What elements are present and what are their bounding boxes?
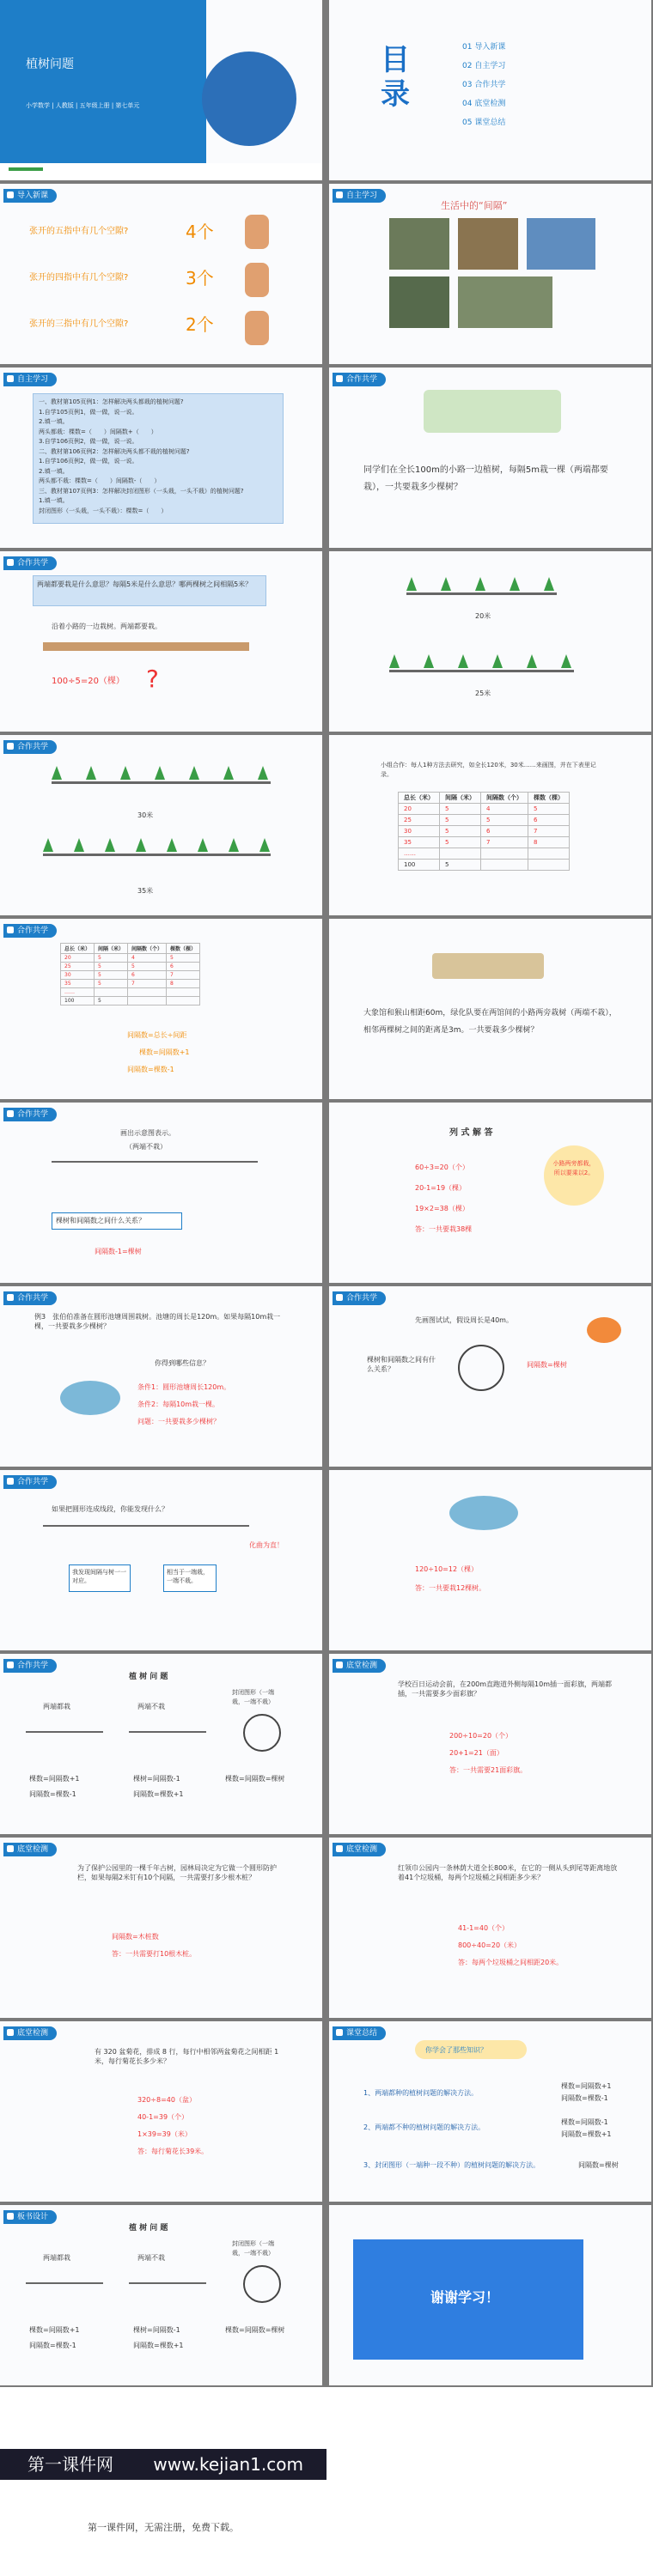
table-header: 间隔数（个） [481, 793, 528, 804]
table-row: 100 5 [61, 997, 200, 1005]
ground-line [43, 854, 271, 856]
footer-note: 第一课件网，无需注册，免费下载。 [88, 2522, 239, 2533]
slide-header: 合作共学 [3, 556, 57, 570]
toc-item[interactable]: 03 合作共学 [462, 81, 506, 89]
slide-header: 课堂总结 [333, 2026, 386, 2040]
guide-line: 三、教材第107页例3：怎样解决封闭图形（一头栽，一头不栽）的植树问题? [39, 487, 244, 495]
toc-item[interactable]: 05 课堂总结 [462, 118, 506, 127]
formula: 间隔数=木桩数 [112, 1933, 159, 1941]
bubble-text: 你学会了那些知识？ [425, 2046, 487, 2054]
instruction-text: 画出示意图表示。 [120, 1129, 175, 1137]
table-header: 棵数（棵） [167, 944, 200, 954]
photo [389, 218, 449, 270]
slide-header: 合作共学 [333, 373, 386, 386]
length-label: 30米 [137, 811, 154, 819]
slide-thanks [329, 2205, 651, 2385]
toc-list [462, 38, 505, 132]
slide-summary-board [0, 1654, 322, 1834]
slide-title-text: 植 树 问 题 [129, 2224, 168, 2233]
question-2: 张开的四指中有几个空隙? [29, 273, 129, 283]
think-prompt: 你得到哪些信息？ [155, 1359, 210, 1367]
point-text: 2、两端都不种的植树问题的解决方法。 [363, 2123, 485, 2131]
slide-board-design [0, 2205, 322, 2385]
table-row: 100 5 [399, 860, 570, 871]
footer-brand: 第一课件网 [27, 2454, 113, 2475]
slide-discovery [0, 1470, 322, 1650]
slide-table [329, 735, 651, 915]
slide-check-3 [329, 1838, 651, 2018]
slide-diagram-draw [0, 1103, 322, 1283]
slide-problem-2 [329, 919, 651, 1099]
slide-title-text: 植树问题 [26, 58, 74, 71]
road [43, 642, 249, 651]
length-label: 20米 [475, 612, 491, 620]
slide-header: 底堂检测 [3, 2026, 57, 2040]
case-label: 两端不栽 [137, 1703, 165, 1710]
slide-header: 自主学习 [333, 189, 386, 203]
guide-line: 1.自学105页例1，做一做，说一说。 [39, 408, 138, 416]
slide-example-3 [0, 1286, 322, 1467]
slide-solution-1 [329, 1103, 651, 1283]
length-label: 35米 [137, 887, 154, 895]
tree-icon [389, 654, 400, 668]
slide-formula-table [0, 919, 322, 1099]
table-row: 35 5 7 8 [61, 980, 200, 988]
slide-title-text: 植 树 问 题 [129, 1673, 168, 1681]
bubble-text: 小路两旁都栽，所以要乘以2。 [552, 1160, 595, 1176]
tree-icon [510, 577, 520, 591]
segment-line [43, 1525, 249, 1527]
case-label: 封闭图形（一端栽，一端不栽） [232, 2240, 274, 2257]
table-row: 30 5 6 7 [61, 971, 200, 980]
slide-lesson-summary [329, 2021, 651, 2202]
segment-line [26, 1731, 103, 1733]
tree-icon [441, 577, 451, 591]
formula: 棵数=间隔数+1 [29, 1775, 80, 1783]
tree-icon [424, 654, 434, 668]
ground-line [52, 781, 271, 784]
speech-bubble [163, 1564, 217, 1592]
solution-line: 200÷10=20（个） [449, 1732, 513, 1740]
slide-intro [0, 184, 322, 364]
segment-line [26, 2282, 103, 2284]
photo [389, 276, 449, 328]
formula: 棵数=间隔数=棵树 [225, 2326, 285, 2334]
thanks-banner [353, 2239, 583, 2360]
slide-title-text: 生活中的“间隔” [441, 200, 508, 211]
bubble-text: 相当于一端栽，一端不栽。 [167, 1569, 209, 1584]
slide-check-4 [0, 2021, 322, 2202]
hand-icon [245, 263, 269, 297]
question-3: 张开的三指中有几个空隙? [29, 319, 129, 329]
planting-illustration [424, 390, 561, 433]
guide-line: 1.自学106页例2，做一做，说一说。 [39, 458, 138, 465]
answer-1: 4个 [186, 222, 214, 242]
tree-icon [74, 838, 84, 852]
toc-item[interactable]: 02 自主学习 [462, 62, 506, 70]
slide-header: 导入新课 [3, 189, 57, 203]
answer-text: 答：一共需要打10根木桩。 [112, 1950, 197, 1958]
tree-icon [406, 577, 417, 591]
hand-icon [245, 311, 269, 345]
footer [0, 2387, 653, 2576]
slide-self-study [0, 368, 322, 548]
answer-text: 答：一共要栽12棵树。 [415, 1584, 486, 1592]
table-header: 总长（米） [399, 793, 440, 804]
slide-header: 底堂检测 [333, 1843, 386, 1856]
ground-line [406, 592, 557, 595]
formula: 间隔数=棵数-1 [29, 1790, 76, 1798]
tree-icon [52, 766, 62, 780]
problem-text: 有 320 盆菊花，排成 8 行，每行中相邻两盆菊花之间相距 1 米，每行菊花长多少米？ [95, 2048, 279, 2065]
tree-icon [229, 838, 239, 852]
tree-icon [492, 654, 503, 668]
segment-line [129, 1731, 206, 1733]
study-guide-box [33, 393, 284, 524]
slide-subtitle: 小学数学 | 人教版 | 五年级上册 | 第七单元 [26, 102, 140, 109]
toc-item[interactable]: 01 导入新课 [462, 43, 506, 52]
road-illustration [432, 953, 544, 979]
solution-line: 1×39=39（米） [137, 2130, 192, 2138]
circle-diagram [458, 1345, 504, 1391]
guide-line: 2.填一填。 [39, 467, 69, 475]
guide-line: 两头都不栽：棵数=（ ）间隔数-（ ） [39, 477, 161, 484]
table-row: 35 5 7 8 [399, 837, 570, 848]
question-text: 如果把圆形连成线段，你能发现什么？ [52, 1505, 168, 1513]
photo [458, 276, 552, 328]
segment-line [52, 1161, 258, 1163]
photo [527, 218, 595, 270]
table-row: 30 5 6 7 [399, 826, 570, 837]
table-row: …… [61, 988, 200, 997]
slide-header: 合作共学 [3, 1659, 57, 1673]
case-label: 封闭图形（一端栽，一端不栽） [232, 1689, 274, 1705]
solution-line: 800÷40=20（米） [458, 1941, 522, 1949]
slide-solution-2 [329, 1470, 651, 1650]
fish-mascot [587, 1317, 621, 1343]
table-row: 20 5 4 5 [61, 954, 200, 963]
bubble-text: 我发现间隔与树一一对应。 [72, 1569, 126, 1584]
thanks-text: 谢谢学习！ [430, 2289, 500, 2306]
formula: 棵数=间隔数-1 [561, 2118, 608, 2126]
speech-bubble [544, 1145, 604, 1206]
guide-line: 一、教材第105页例1：怎样解决两头都栽的植树问题? [39, 398, 184, 405]
solution-line: 60÷3=20（个） [415, 1163, 469, 1171]
title-banner [0, 0, 206, 163]
tree-icon [258, 766, 268, 780]
question-text: 棵树和间隔数之间有什么关系？ [367, 1356, 436, 1373]
slide-analysis [0, 551, 322, 732]
solution-line: 20+1=21（面） [449, 1749, 503, 1757]
circle-diagram [243, 2265, 281, 2303]
tree-icon [259, 838, 270, 852]
tree-icon [458, 654, 468, 668]
tree-icon [86, 766, 96, 780]
guide-line: 封闭图形（一头栽，一头不栽）：棵数=（ ） [39, 507, 168, 514]
question-text: 问题：一共要栽多少棵树？ [137, 1418, 220, 1425]
formula: 棵树=间隔数-1 [133, 2326, 180, 2334]
slide-check-2 [0, 1838, 322, 2018]
solution-line: 40-1=39（个） [137, 2113, 189, 2121]
formula: 棵数=间隔数+1 [561, 2082, 612, 2090]
tree-icon [120, 766, 131, 780]
ground-line [389, 670, 574, 672]
problem-text: 为了保护公园里的一棵千年古树，园林局决定为它做一个圆形防护栏，如果每隔2米钉有10个间隔，一共需要打多少根木桩？ [77, 1864, 277, 1881]
slide-header: 底堂检测 [3, 1843, 57, 1856]
data-table [398, 792, 570, 871]
problem-text: 红领巾公园内一条林荫大道全长800米，在它的一侧从头到尾等距离地放着41个垃圾桶，每两个垃圾桶之间相距多少米？ [398, 1864, 618, 1881]
slide-header: 合作共学 [333, 1291, 386, 1305]
condition-2: 条件2：每隔10m栽一棵。 [137, 1400, 220, 1408]
slide-tree-diagram-2 [0, 735, 322, 915]
circle-diagram [243, 1714, 281, 1752]
point-text: 3、封闭图形（一端种一段不种）的植树问题的解决方法。 [363, 2161, 540, 2169]
equation: 120÷10=12（棵） [415, 1565, 479, 1573]
answer-text: 答：每行菊花长39米。 [137, 2148, 209, 2155]
problem-text: 例3 张伯伯准备在圆形池塘周围栽树。池塘的周长是120m。如果每隔10m栽一棵，一共要栽多少棵树？ [34, 1313, 281, 1330]
solution-line: 320÷8=40（盆） [137, 2096, 196, 2104]
answer-text: 答：一共需要21面彩旗。 [449, 1766, 528, 1774]
data-table [60, 943, 200, 1005]
guide-line: 2.填一填。 [39, 418, 69, 425]
tree-icon [105, 838, 115, 852]
slide-life-interval [329, 184, 651, 364]
slide-problem-1 [329, 368, 651, 548]
photo [458, 218, 518, 270]
table-row: …… [399, 848, 570, 860]
question-box [52, 1212, 182, 1230]
tree-icon [189, 766, 199, 780]
footer-brand-bar [0, 2449, 326, 2480]
slide-header: 合作共学 [3, 740, 57, 754]
question-mark: ? [146, 665, 159, 693]
table-header: 间隔数（个） [128, 944, 167, 954]
slide-title-text: 列 式 解 答 [449, 1128, 493, 1138]
case-label: 两端都栽 [43, 2254, 70, 2262]
toc-item[interactable]: 04 底堂检测 [462, 100, 506, 108]
slide-header: 合作共学 [3, 924, 57, 938]
answer-2: 3个 [186, 268, 214, 289]
case-label: 两端不栽 [137, 2254, 165, 2262]
slide-header: 自主学习 [3, 373, 57, 386]
tree-icon [167, 838, 177, 852]
answer-3: 2个 [186, 314, 214, 335]
problem-text: 学校百日运动会前，在200m直跑道外侧每隔10m插一面彩旗，两端都插，一共需要多少面彩旗？ [398, 1680, 613, 1698]
slide-title [0, 0, 322, 180]
solution-line: 19×2=38（棵） [415, 1205, 469, 1212]
tree-icon [561, 654, 571, 668]
answer-text: 答：一共要栽38棵 [415, 1225, 473, 1233]
tree-icon [475, 577, 485, 591]
road-label: 沿着小路的一边栽树。两端都要栽。 [52, 623, 162, 630]
solution-line: 20-1=19（棵） [415, 1184, 467, 1192]
tree-icon [136, 838, 146, 852]
table-row: 25 5 5 6 [61, 963, 200, 971]
speech-bubble [69, 1564, 131, 1592]
formula: 间隔数=棵数-1 [561, 2094, 608, 2102]
formula: 棵数=间隔数+1 [139, 1048, 190, 1056]
table-row: 25 5 5 6 [399, 815, 570, 826]
formula: 间隔数=棵数+1 [133, 2342, 184, 2349]
formula: 棵树=间隔数-1 [133, 1775, 180, 1783]
study-guide-text [39, 398, 279, 516]
formula: 棵数=间隔数+1 [29, 2326, 80, 2334]
table-header: 间隔（米） [440, 793, 481, 804]
key-phrase: 化曲为直！ [249, 1541, 284, 1549]
intro-text: 小组合作：每人1种方法去研究，如全长120米，30米……来画图，并在下表里记录。 [381, 762, 596, 778]
instruction-note: （两端不栽） [125, 1143, 167, 1151]
answer-text: 答：每两个垃圾桶之间相距20米。 [458, 1959, 564, 1966]
pond-illustration [60, 1381, 120, 1415]
formula: 间隔数=棵数+1 [561, 2130, 612, 2138]
formula: 棵数=间隔数=棵树 [225, 1775, 285, 1783]
slide-header: 板书设计 [3, 2210, 57, 2224]
instruction-text: 先画图试试，假设周长是40m。 [415, 1316, 513, 1324]
question-bubble [415, 2040, 527, 2059]
question-box [33, 575, 266, 606]
slide-header: 合作共学 [3, 1475, 57, 1489]
slide-header: 合作共学 [3, 1291, 57, 1305]
tree-icon [43, 838, 53, 852]
formula: 间隔数=棵数-1 [127, 1066, 174, 1073]
table-row: 20 5 4 5 [399, 804, 570, 815]
question-1: 张开的五指中有几个空隙? [29, 227, 129, 236]
formula: 间隔数=棵数+1 [133, 1790, 184, 1798]
formula: 间隔数=总长÷间距 [127, 1031, 187, 1039]
slide-toc [329, 0, 651, 180]
solution-line: 41-1=40（个） [458, 1924, 510, 1932]
slide-check-1 [329, 1654, 651, 1834]
table-header: 棵数（棵） [528, 793, 570, 804]
guide-line: 3.自学106页例2，做一做，说一说。 [39, 438, 138, 445]
globe-illustration [202, 52, 296, 146]
problem-text: 同学们在全长100m的小路一边植树，每隔5m栽一棵（两端都要栽），一共要栽多少棵树？ [363, 465, 608, 492]
slide-circle-diagram [329, 1286, 651, 1467]
equation: 100÷5=20（棵） [52, 677, 125, 686]
guide-line: 1.填一填。 [39, 497, 69, 504]
tree-icon [198, 838, 208, 852]
toc-heading: 目录 [381, 43, 410, 112]
problem-text: 大象馆和猴山相距60m，绿化队要在两馆间的小路两旁栽树（两端不栽），相邻两棵树之间的距离是3m。一共要栽多少棵树？ [363, 1009, 617, 1035]
decor-bar [9, 167, 43, 171]
footer-url[interactable]: www.kejian1.com [153, 2454, 303, 2475]
table-header: 间隔（米） [95, 944, 128, 954]
length-label: 25米 [475, 690, 491, 697]
point-text: 1、两端都种的植树问题的解决方法。 [363, 2089, 479, 2097]
slide-header: 底堂检测 [333, 1659, 386, 1673]
case-label: 两端都栽 [43, 1703, 70, 1710]
tree-icon [544, 577, 554, 591]
answer-text: 间隔数=棵树 [527, 1361, 567, 1369]
guide-line: 二、教材第106页例2：怎样解决两头都不栽的植树问题? [39, 447, 190, 455]
question-text: 棵树和间隔数之间什么关系？ [56, 1217, 145, 1224]
tree-icon [223, 766, 234, 780]
answer-text: 间隔数-1=棵树 [95, 1248, 142, 1255]
formula: 间隔数=棵数-1 [29, 2342, 76, 2349]
tree-icon [155, 766, 165, 780]
table-header: 总长（米） [61, 944, 95, 954]
guide-line: 两头都栽：棵数=（ ）间隔数+（ ） [39, 428, 157, 435]
pond-illustration [449, 1496, 518, 1530]
tree-icon [527, 654, 537, 668]
formula: 间隔数=棵树 [578, 2161, 619, 2169]
slide-tree-diagram-1 [329, 551, 651, 732]
slide-header: 合作共学 [3, 1108, 57, 1121]
hand-icon [245, 215, 269, 249]
segment-line [129, 2282, 206, 2284]
condition-1: 条件1：圆形池塘周长120m。 [137, 1383, 231, 1391]
question-text: 两端都要栽是什么意思？每隔5米是什么意思？哪两棵树之间相隔5米？ [37, 580, 253, 588]
